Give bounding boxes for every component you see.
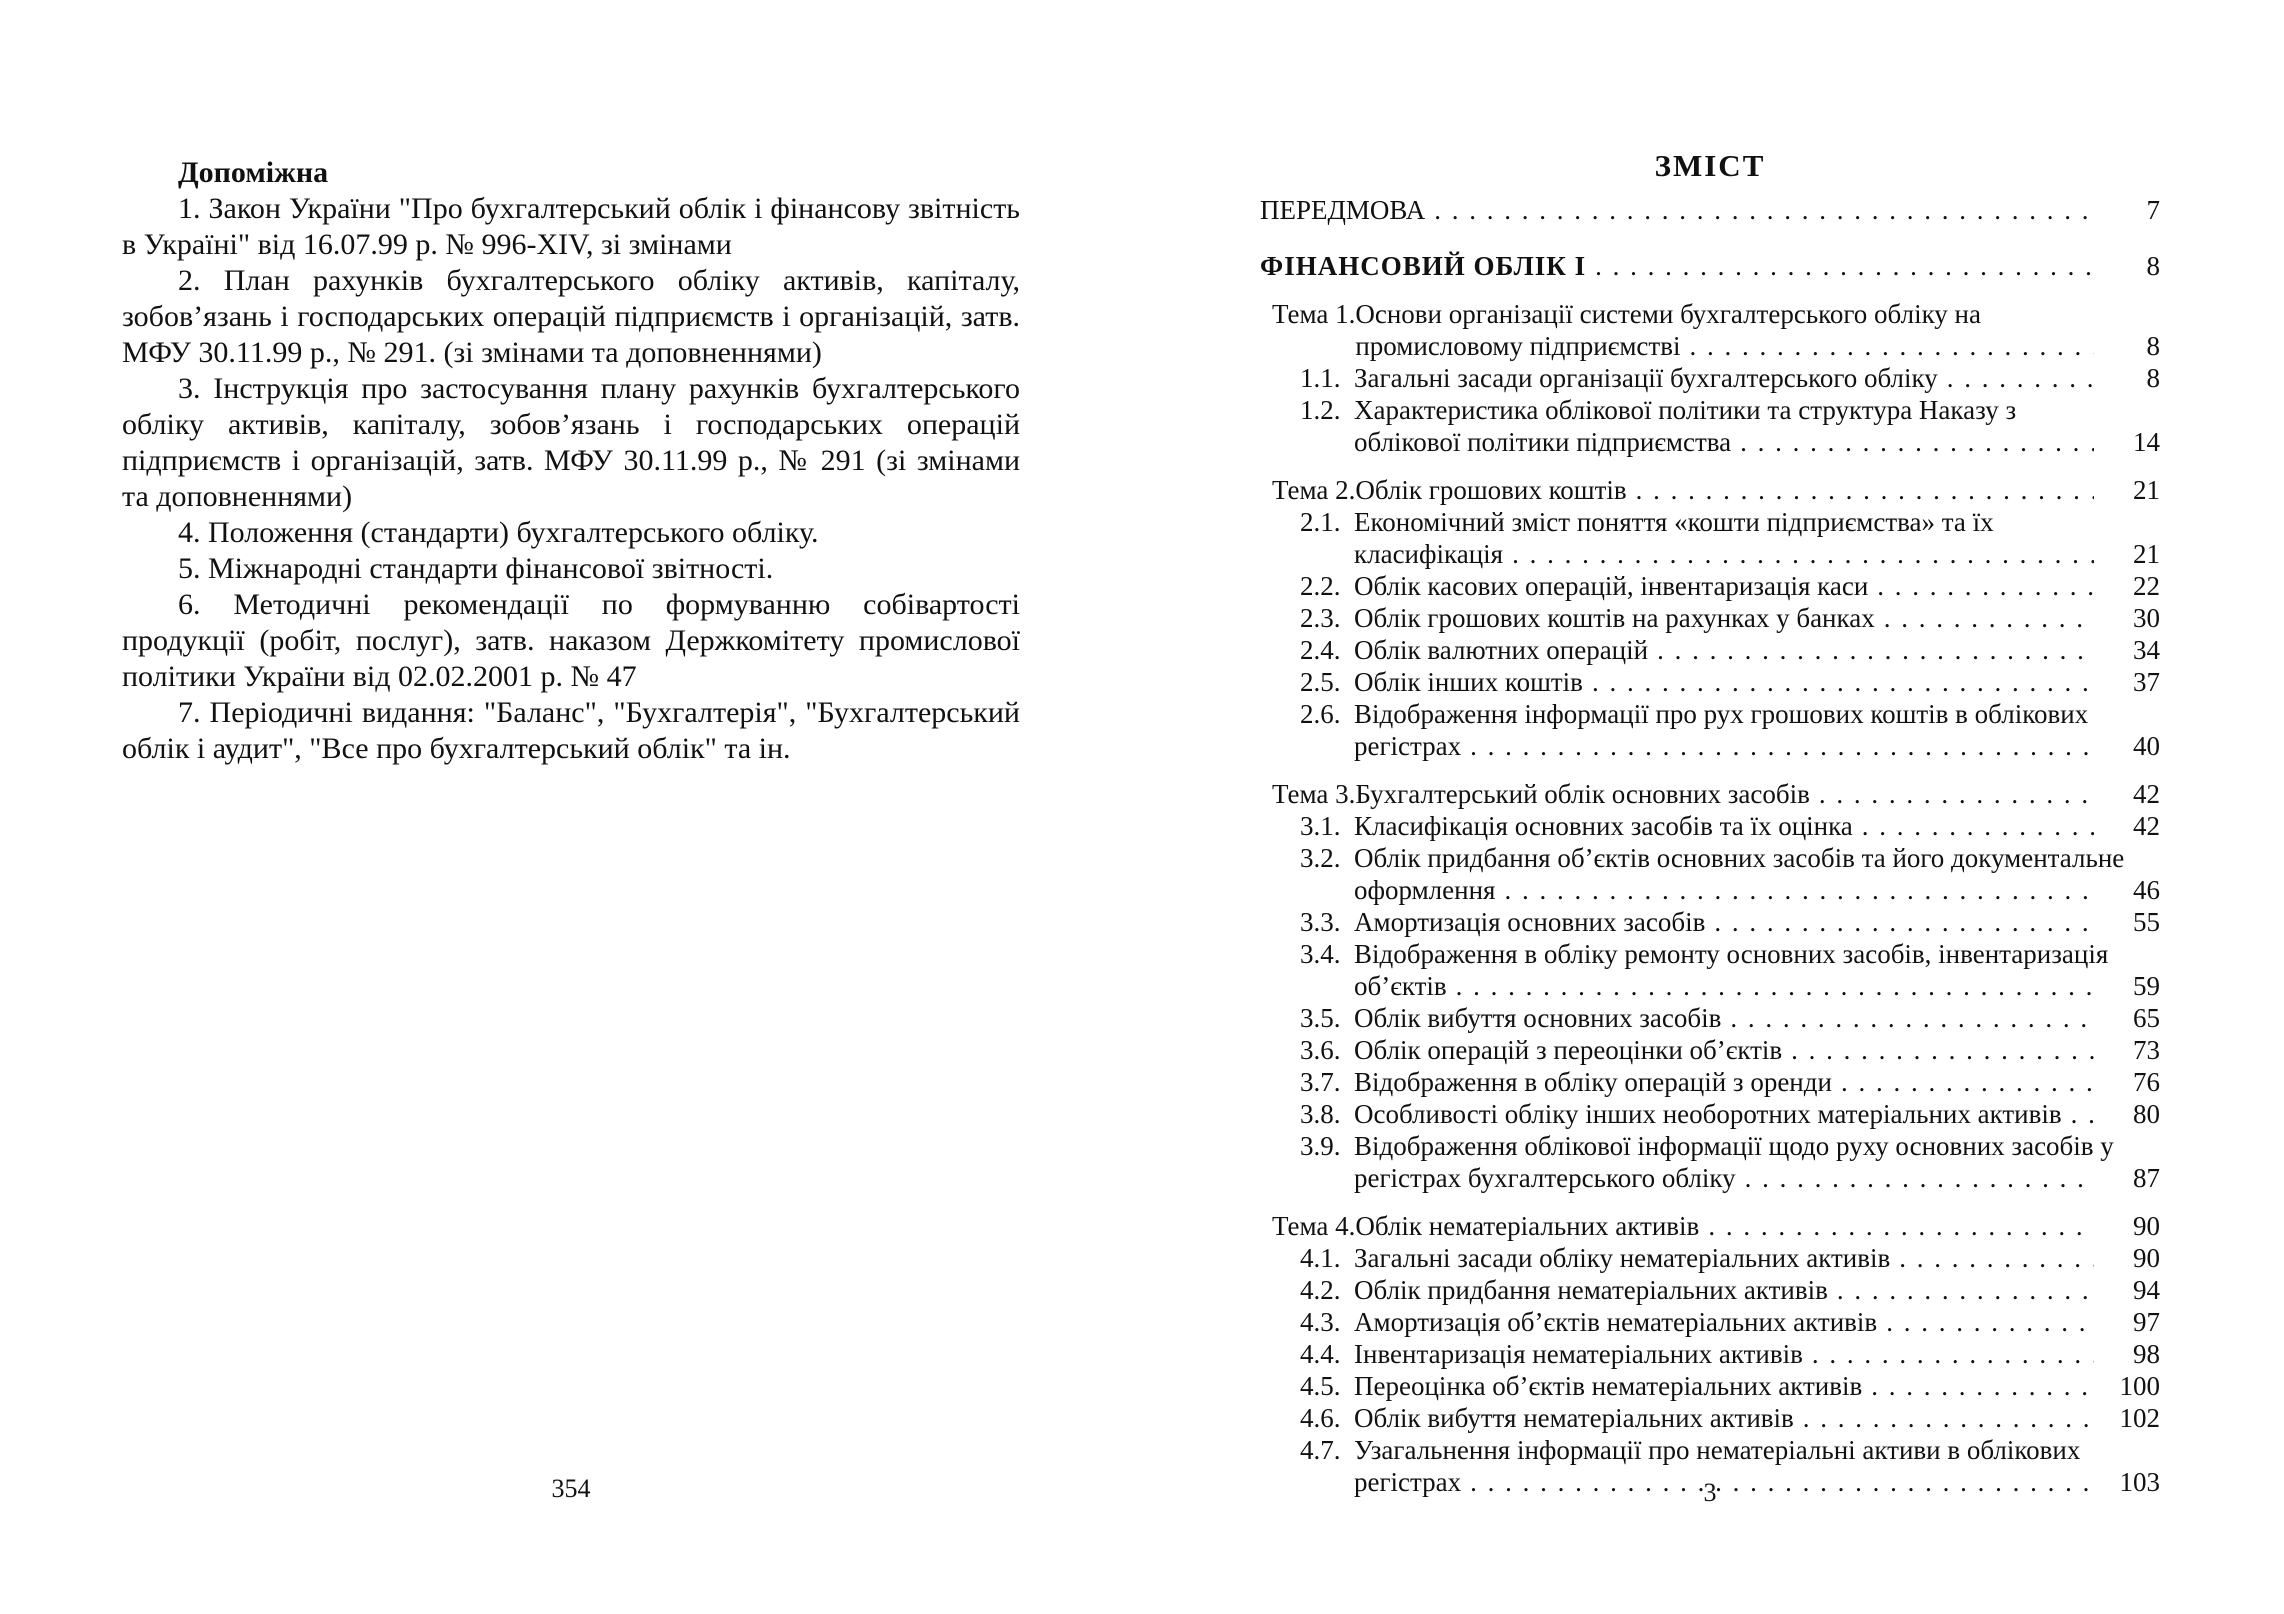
toc-entry-lastline <box>1355 330 2160 362</box>
toc-entry-text: ФІНАНСОВИЙ ОБЛІК І <box>1260 251 1587 281</box>
toc-entry <box>1260 194 2160 226</box>
toc-entry-body <box>1354 1370 2160 1402</box>
dot-leader <box>1434 194 2094 226</box>
toc-entry-lastline <box>1354 1066 2160 1098</box>
toc-entry-text: Облік касових операцій, інвентаризація каси <box>1354 571 1869 601</box>
toc-entry-text: Відображення облікової інформації щодо руху основних засобів у <box>1354 1131 2114 1161</box>
toc-entry <box>1260 1130 2160 1194</box>
dot-leader <box>1871 1370 2094 1402</box>
left-heading: Допоміжна <box>178 156 329 189</box>
toc-entry-label: 3.5. <box>1300 1003 1341 1033</box>
toc-entry-lastline <box>1354 570 2160 602</box>
toc-entry-lastline <box>1354 970 2160 1002</box>
dot-leader <box>1745 1162 2094 1194</box>
toc-entry-label: 1.1. <box>1300 363 1341 393</box>
toc-entry-label: 4.5. <box>1300 1371 1341 1401</box>
toc-entry-lastline <box>1260 194 2160 226</box>
dot-leader <box>1689 330 2094 362</box>
toc-entry <box>1260 362 2160 394</box>
toc-entry-page: 21 <box>2133 539 2160 569</box>
toc-entry <box>1260 1402 2160 1434</box>
toc-entry <box>1260 570 2160 602</box>
toc-entry <box>1260 506 2160 570</box>
toc-entry-text: регістрах бухгалтерського обліку <box>1354 1163 1736 1193</box>
toc-entry-page: 87 <box>2133 1163 2160 1193</box>
toc-entry-label: 2.5. <box>1300 667 1341 697</box>
toc-entry-label: 4.1. <box>1300 1243 1341 1273</box>
toc-entry-text: Характеристика облікової політики та структура Наказу з <box>1354 395 2017 425</box>
toc-entry-body <box>1355 298 2160 362</box>
toc-entry-text: облікової політики підприємства <box>1354 427 1732 457</box>
toc-entry-page: 34 <box>2133 635 2160 665</box>
reference-item: 6. Методичні рекомендації по формуванню собівартості продукції (робіт, послуг), затв. наказом Держкомітету промислової політики України від 02.02.2001 р. № 47 <box>122 588 1020 693</box>
toc-entry-label: 1.2. <box>1300 395 1341 425</box>
toc-entry-body <box>1354 666 2160 698</box>
toc-entry <box>1260 1242 2160 1274</box>
toc-title: ЗМІСТ <box>1654 148 1766 183</box>
toc-entry-page: 42 <box>2133 779 2160 809</box>
toc-entry-lastline <box>1354 1098 2160 1130</box>
toc-entry-text: оформлення <box>1354 875 1496 905</box>
dot-leader <box>1470 730 2094 762</box>
toc-entry <box>1260 250 2160 282</box>
toc-entry-text: Інвентаризація нематеріальних активів <box>1354 1339 1803 1369</box>
toc-entry-lastline <box>1260 250 2160 282</box>
toc-entry <box>1260 1034 2160 1066</box>
dot-leader <box>1803 1402 2094 1434</box>
toc-entry-text: Облік грошових коштів на рахунках у банках <box>1354 603 1875 633</box>
toc-entry-label: Тема 4. <box>1272 1211 1356 1241</box>
toc-entry-label: 2.3. <box>1300 603 1341 633</box>
toc-entry-text: Відображення в обліку операцій з оренди <box>1354 1067 1832 1097</box>
toc-entry-body <box>1354 1098 2160 1130</box>
toc-entry-page: 7 <box>2146 195 2160 225</box>
toc-entry-page: 55 <box>2133 907 2160 937</box>
toc-entry <box>1260 810 2160 842</box>
toc-entry-body <box>1355 778 2160 810</box>
toc-entry-label: 3.3. <box>1300 907 1341 937</box>
toc-entry <box>1260 298 2160 362</box>
toc-entry-lastline <box>1354 362 2160 394</box>
toc-entry-text: Облік вибуття нематеріальних активів <box>1354 1403 1794 1433</box>
dot-leader <box>1819 778 2094 810</box>
toc-entry-text: Основи організації системи бухгалтерського обліку на <box>1355 299 1981 329</box>
left-page-number: 354 <box>551 1474 591 1503</box>
toc-entry-text: Загальні засади організації бухгалтерського обліку <box>1354 363 1938 393</box>
dot-leader <box>1708 1210 2094 1242</box>
toc-entry <box>1260 1002 2160 1034</box>
toc-entry-label: 3.6. <box>1300 1035 1341 1065</box>
toc-entry-body <box>1354 394 2160 458</box>
toc-entry-page: 98 <box>2133 1339 2160 1369</box>
toc-entry-lastline <box>1354 874 2160 906</box>
dot-leader <box>1636 474 2094 506</box>
toc-entry-body <box>1354 570 2160 602</box>
toc-entry-lastline <box>1355 1210 2160 1242</box>
toc-entry <box>1260 1338 2160 1370</box>
toc-entry-lastline <box>1354 1370 2160 1402</box>
toc-entry-body <box>1260 250 2160 282</box>
reference-list <box>122 191 1020 767</box>
toc-entry <box>1260 602 2160 634</box>
toc-entry-page: 102 <box>2119 1403 2160 1433</box>
toc-entry-lastline <box>1354 1338 2160 1370</box>
toc-entry <box>1260 394 2160 458</box>
dot-leader <box>1947 362 2094 394</box>
toc-entry-text: Загальні засади обліку нематеріальних активів <box>1354 1243 1891 1273</box>
toc-entry-body <box>1354 362 2160 394</box>
toc-entry-lastline <box>1354 1274 2160 1306</box>
toc-entry-lastline <box>1354 1034 2160 1066</box>
dot-leader <box>1862 810 2094 842</box>
toc-entry-label: 3.9. <box>1300 1131 1341 1161</box>
toc-entry-body <box>1354 1306 2160 1338</box>
toc-entry-lastline <box>1354 1162 2160 1194</box>
toc-entry-page: 59 <box>2133 971 2160 1001</box>
toc-entry-body <box>1354 1338 2160 1370</box>
toc-entry-page: 90 <box>2133 1243 2160 1273</box>
reference-item: 2. План рахунків бухгалтерського обліку активів, капіталу, зобов’язань і господарських операцій підприємств і організацій, затв. МФУ 30.11.99 р., № 291. (зі змінами та доповненнями) <box>122 264 1020 369</box>
toc-entry-body <box>1354 1130 2160 1194</box>
dot-leader <box>1884 602 2094 634</box>
toc-entry-page: 42 <box>2133 811 2160 841</box>
toc-entry-lastline <box>1354 538 2160 570</box>
toc-entry-lastline <box>1354 602 2160 634</box>
toc-entry-body <box>1354 810 2160 842</box>
dot-leader <box>1657 634 2094 666</box>
toc-entry-page: 21 <box>2133 475 2160 505</box>
toc-entry-text: Економічний зміст поняття «кошти підприємства» та їх <box>1354 507 1994 537</box>
toc-entry-label: 2.6. <box>1300 699 1341 729</box>
toc-entry-page: 90 <box>2133 1211 2160 1241</box>
toc-entry <box>1260 666 2160 698</box>
toc-entry-body <box>1354 506 2160 570</box>
toc-entry <box>1260 842 2160 906</box>
toc-entry-body <box>1355 474 2160 506</box>
toc-entry <box>1260 1098 2160 1130</box>
toc <box>1260 194 2160 1498</box>
dot-leader <box>1592 666 2094 698</box>
toc-entry-body <box>1354 1274 2160 1306</box>
toc-entry-text: Облік валютних операцій <box>1354 635 1649 665</box>
toc-entry <box>1260 1274 2160 1306</box>
toc-entry-text: ПЕРЕДМОВА <box>1260 195 1426 225</box>
dot-leader <box>1791 1034 2094 1066</box>
toc-entry-page: 14 <box>2133 427 2160 457</box>
toc-entry-label: Тема 2. <box>1272 475 1356 505</box>
toc-entry-page: 103 <box>2119 1467 2160 1497</box>
toc-entry-page: 65 <box>2133 1003 2160 1033</box>
dot-leader <box>1886 1306 2094 1338</box>
toc-entry-body <box>1354 1034 2160 1066</box>
toc-entry-body <box>1354 906 2160 938</box>
toc-entry-text: Особливості обліку інших необоротних матеріальних активів <box>1354 1099 2062 1129</box>
toc-entry-lastline <box>1354 906 2160 938</box>
right-page <box>1260 148 2160 1498</box>
toc-entry-lastline <box>1354 1002 2160 1034</box>
toc-entry-body <box>1354 1066 2160 1098</box>
toc-entry-page: 30 <box>2133 603 2160 633</box>
toc-entry-label: 4.3. <box>1300 1307 1341 1337</box>
toc-entry <box>1260 938 2160 1002</box>
toc-entry-lastline <box>1354 634 2160 666</box>
toc-entry-label: 4.6. <box>1300 1403 1341 1433</box>
toc-entry-page: 8 <box>2146 331 2160 361</box>
dot-leader <box>1837 1274 2094 1306</box>
toc-entry-lastline <box>1354 666 2160 698</box>
toc-entry-lastline <box>1354 730 2160 762</box>
toc-entry <box>1260 698 2160 762</box>
toc-entry <box>1260 1370 2160 1402</box>
toc-entry-label: 4.7. <box>1300 1435 1341 1465</box>
toc-entry-text: Амортизація об’єктів нематеріальних активів <box>1354 1307 1878 1337</box>
dot-leader <box>1714 906 2094 938</box>
dot-leader <box>1730 1002 2094 1034</box>
reference-item: 3. Інструкція про застосування плану рахунків бухгалтерського обліку активів, капіталу, зобов’язань і господарських операцій підприємств і організацій, затв. МФУ 30.11.99 р., № 291 (зі змінами та доповненнями) <box>122 372 1020 513</box>
toc-entry-lastline <box>1354 1402 2160 1434</box>
toc-entry-text: Бухгалтерський облік основних засобів <box>1355 779 1810 809</box>
toc-entry-text: класифікація <box>1354 539 1504 569</box>
toc-entry <box>1260 906 2160 938</box>
toc-entry-body <box>1354 938 2160 1002</box>
toc-entry-body <box>1354 634 2160 666</box>
toc-entry-page: 80 <box>2133 1099 2160 1129</box>
toc-entry-body <box>1354 698 2160 762</box>
toc-entry-body <box>1354 1402 2160 1434</box>
toc-entry-body <box>1354 1242 2160 1274</box>
toc-entry-text: регістрах <box>1354 1467 1462 1497</box>
toc-entry-text: Облік операцій з переоцінки об’єктів <box>1354 1035 1783 1065</box>
toc-entry-body <box>1354 602 2160 634</box>
toc-entry-page: 76 <box>2133 1067 2160 1097</box>
toc-entry-page: 37 <box>2133 667 2160 697</box>
toc-entry-label: 2.4. <box>1300 635 1341 665</box>
toc-entry-text: Узагальнення інформації про нематеріальні активи в облікових <box>1354 1435 2081 1465</box>
dot-leader <box>1595 250 2094 282</box>
reference-item: 7. Періодичні видання: "Баланс", "Бухгалтерія", "Бухгалтерський облік і аудит", "Все про бухгалтерський облік" та ін. <box>122 696 1020 765</box>
toc-entry-body <box>1260 194 2160 226</box>
toc-entry-text: Облік придбання нематеріальних активів <box>1354 1275 1828 1305</box>
toc-entry-label: 3.4. <box>1300 939 1341 969</box>
toc-entry-page: 94 <box>2133 1275 2160 1305</box>
dot-leader <box>1877 570 2094 602</box>
toc-entry-page: 73 <box>2133 1035 2160 1065</box>
reference-item: 4. Положення (стандарти) бухгалтерського обліку. <box>178 516 819 549</box>
toc-entry-label: Тема 1. <box>1272 299 1356 329</box>
toc-entry-page: 46 <box>2133 875 2160 905</box>
toc-entry-page: 97 <box>2133 1307 2160 1337</box>
toc-entry-label: 3.8. <box>1300 1099 1341 1129</box>
toc-entry <box>1260 634 2160 666</box>
dot-leader <box>1899 1242 2094 1274</box>
toc-entry-text: Амортизація основних засобів <box>1354 907 1706 937</box>
toc-entry-label: 3.2. <box>1300 843 1341 873</box>
reference-item: 1. Закон України "Про бухгалтерський облік і фінансову звітність в Україні" від 16.07.99 р. № 996-XIV, зі змінами <box>122 192 1020 261</box>
toc-entry-page: 100 <box>2119 1371 2160 1401</box>
toc-entry-text: Відображення інформації про рух грошових коштів в облікових <box>1354 699 2089 729</box>
toc-entry <box>1260 1306 2160 1338</box>
toc-entry-lastline <box>1354 810 2160 842</box>
toc-entry-text: регістрах <box>1354 731 1462 761</box>
toc-entry-text: Облік вибуття основних засобів <box>1354 1003 1722 1033</box>
toc-entry-label: 2.2. <box>1300 571 1341 601</box>
toc-entry <box>1260 1066 2160 1098</box>
toc-entry <box>1260 1210 2160 1242</box>
toc-entry-page: 8 <box>2146 363 2160 393</box>
toc-entry-text: Облік нематеріальних активів <box>1355 1211 1700 1241</box>
toc-entry-text: промисловому підприємстві <box>1355 331 1681 361</box>
right-page-number: 3 <box>1703 1478 1717 1507</box>
toc-entry-label: 4.4. <box>1300 1339 1341 1369</box>
toc-entry-label: Тема 3. <box>1272 779 1356 809</box>
toc-entry-page: 22 <box>2133 571 2160 601</box>
toc-entry-lastline <box>1354 426 2160 458</box>
toc-entry-page: 40 <box>2133 731 2160 761</box>
toc-entry-label: 4.2. <box>1300 1275 1341 1305</box>
toc-entry-label: 3.1. <box>1300 811 1341 841</box>
dot-leader <box>1456 970 2094 1002</box>
toc-entry-page: 8 <box>2146 251 2160 281</box>
toc-entry-body <box>1354 1002 2160 1034</box>
dot-leader <box>2071 1098 2094 1130</box>
toc-entry-body <box>1355 1210 2160 1242</box>
dot-leader <box>1504 874 2094 906</box>
toc-entry <box>1260 474 2160 506</box>
toc-entry-text: Облік грошових коштів <box>1355 475 1627 505</box>
toc-entry-lastline <box>1355 778 2160 810</box>
toc-entry-body <box>1354 842 2160 906</box>
toc-entry-text: Переоцінка об’єктів нематеріальних активів <box>1354 1371 1863 1401</box>
dot-leader <box>1841 1066 2094 1098</box>
toc-entry-text: Облік придбання об’єктів основних засобів та його документальне <box>1354 843 2125 873</box>
toc-entry-lastline <box>1354 1306 2160 1338</box>
toc-entry <box>1260 778 2160 810</box>
toc-entry-label: 3.7. <box>1300 1067 1341 1097</box>
toc-entry-text: об’єктів <box>1354 971 1447 1001</box>
toc-entry-lastline <box>1354 1242 2160 1274</box>
toc-entry-lastline <box>1355 474 2160 506</box>
dot-leader <box>1812 1338 2094 1370</box>
dot-leader <box>1512 538 2094 570</box>
reference-item: 5. Міжнародні стандарти фінансової звітності. <box>178 552 774 585</box>
toc-entry-text: Відображення в обліку ремонту основних засобів, інвентаризація <box>1354 939 2109 969</box>
left-page <box>122 155 1020 767</box>
dot-leader <box>1740 426 2094 458</box>
toc-entry-text: Облік інших коштів <box>1354 667 1583 697</box>
toc-entry-label: 2.1. <box>1300 507 1341 537</box>
toc-entry-text: Класифікація основних засобів та їх оцінка <box>1354 811 1853 841</box>
